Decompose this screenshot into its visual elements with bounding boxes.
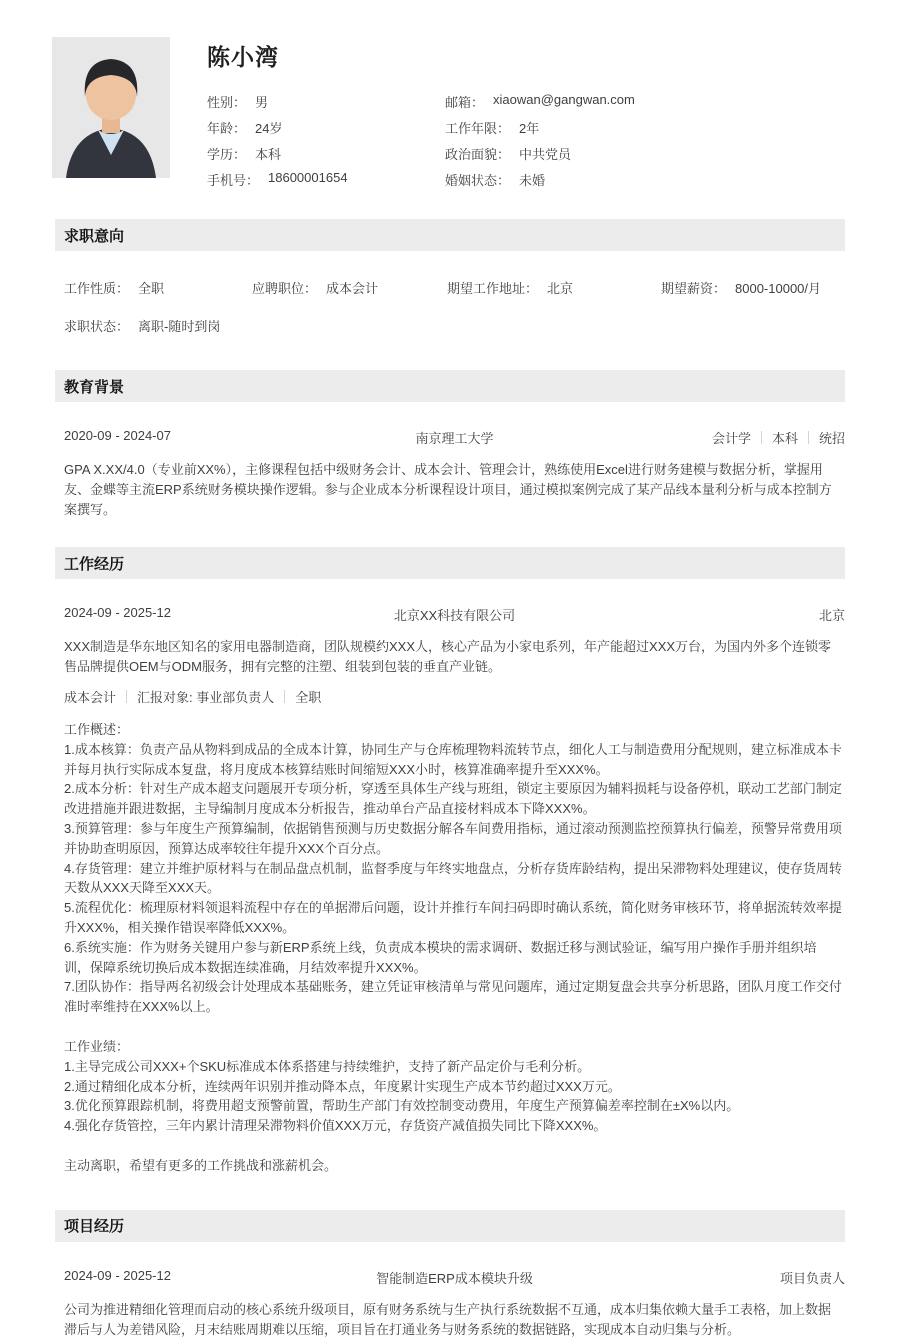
project-meta-row	[64, 1268, 845, 1285]
section-title-project: 项目经历	[55, 1210, 845, 1242]
field-value: 中共党员	[519, 146, 572, 162]
achievement-item: 3.优化预算跟踪机制，将费用超支预警前置，帮助生产部门有效控制变动费用，年度生产预算偏差率控制在±X%以内。	[64, 1098, 740, 1114]
duty-item: 4.存货管理：建立并维护原材料与在制品盘点机制，监督季度与年终实地盘点，分析存货库龄结构，提出呆滞物料处理建议，使存货周转天数从XXX天降至XXX天。	[64, 860, 842, 896]
header-info-row	[207, 166, 845, 192]
duty-item: 1.成本核算：负责产品从物料到成品的全成本计算，协同生产与仓库梳理物料流转节点，细化人工与制造费用分配规则，建立标准成本卡并每月执行实际成本复盘，将月度成本核算结账时间缩短XXX小时，核算准确率提升至XXX%。	[64, 741, 842, 777]
duty-item: 3.预算管理：参与年度生产预算编制，依据销售预测与历史数据分解各车间费用指标，通过滚动预测监控预算执行偏差，预警异常费用项并协助查明原因，预算达成率较往年提升XXX个百分点。	[64, 820, 842, 856]
duty-item: 5.流程优化：梳理原材料领退料流程中存在的单据滞后问题，设计并推行车间扫码即时确认系统，简化财务审核环节，将单据流转效率提升XXX%，相关操作错误率降低XXX%。	[64, 900, 842, 935]
education-major: 会计学	[711, 431, 751, 446]
field-label: 手机号：	[207, 172, 260, 188]
field-value: 本科	[255, 146, 282, 162]
field-label: 性别：	[207, 94, 247, 110]
header-info-row	[207, 88, 845, 114]
work-achievements-label: 工作业绩：	[64, 1038, 130, 1054]
field-target-position	[252, 278, 447, 297]
field-value: 24岁	[255, 120, 283, 136]
work-date: 2024-09 - 2025-12	[64, 605, 171, 620]
field-label: 期望工作地址：	[447, 281, 539, 296]
header-info-row	[207, 140, 845, 166]
education-date: 2020-09 - 2024-07	[64, 428, 171, 443]
project-date: 2024-09 - 2025-12	[64, 1267, 171, 1283]
section-title-job-intent: 求职意向	[55, 219, 845, 251]
field-label: 婚姻状态：	[445, 172, 511, 188]
field-label: 应聘职位：	[252, 281, 318, 296]
section-education	[0, 428, 900, 520]
work-overview-label: 工作概述：	[64, 722, 130, 737]
section-job-intent	[0, 278, 900, 335]
education-enroll-type: 统招	[818, 431, 845, 446]
work-location: 北京	[818, 608, 845, 623]
field-job-status	[64, 316, 220, 335]
section-title-work: 工作经历	[55, 547, 845, 579]
header-info	[207, 37, 845, 192]
achievement-item: 1.主导完成公司XXX+个SKU标准成本体系搭建与持续维护，支持了新产品定价与毛利分析。	[64, 1058, 591, 1074]
field-label: 求职状态：	[64, 319, 130, 334]
work-report-to: 汇报对象: 事业部负责人	[137, 690, 275, 705]
work-job-type: 全职	[295, 690, 322, 705]
work-meta-row	[64, 605, 845, 622]
field-education	[207, 144, 445, 163]
field-value: 离职-随时到岗	[138, 319, 221, 334]
field-work-years	[445, 118, 539, 137]
field-target-location	[447, 278, 661, 297]
duty-item: 2.成本分析：针对生产成本超支问题展开专项分析，穿透至具体生产线与班组，锁定主要原因为辅料损耗与设备停机，联动工艺部门制定改进措施并跟进数据，主导编制月度成本分析报告，推动单台产品直接材料成本下降XXX%。	[64, 781, 842, 817]
field-label: 工作年限：	[445, 120, 511, 136]
education-quals	[712, 428, 845, 447]
field-value: 未婚	[519, 172, 546, 188]
separator	[808, 431, 809, 444]
school-name: 南京理工大学	[415, 431, 494, 446]
field-political-status	[445, 144, 571, 163]
candidate-name: 陈小湾	[207, 44, 279, 70]
field-label: 邮箱：	[445, 94, 485, 110]
company-intro: XXX制造是华东地区知名的家用电器制造商，团队规模约XXX人，核心产品为小家电系列，年产能超过XXX万台，为国内外多个连锁零售品牌提供OEM与ODM服务，拥有完整的注塑、组装到包装的垂直产业链。	[64, 639, 832, 674]
work-role-row	[64, 687, 845, 706]
field-label: 学历：	[207, 146, 247, 162]
separator	[284, 690, 285, 703]
field-value: 成本会计	[326, 281, 379, 296]
field-phone	[207, 170, 445, 189]
field-label: 工作性质：	[64, 281, 130, 296]
field-marital-status	[445, 170, 545, 189]
field-job-nature	[64, 278, 252, 297]
education-meta-row	[64, 428, 845, 445]
separator	[761, 431, 762, 444]
work-position: 成本会计	[64, 690, 117, 705]
project-name: 智能制造ERP成本模块升级	[376, 1270, 533, 1286]
field-value: 8000-10000/月	[735, 281, 822, 296]
field-label: 政治面貌：	[445, 146, 511, 162]
education-degree: 本科	[771, 431, 798, 446]
achievement-item: 2.通过精细化成本分析，连续两年识别并推动降本点，年度累计实现生产成本节约超过XXX万元。	[64, 1078, 621, 1094]
intent-row	[64, 278, 845, 297]
field-expected-salary	[661, 278, 845, 297]
duty-item: 7.团队协作：指导两名初级会计处理成本基础账务，建立凭证审核清单与常见问题库，通过定期复盘会共享分析思路，团队月度工作交付准时率维持在XXX%以上。	[64, 979, 842, 1015]
field-value: 全职	[138, 281, 165, 296]
section-project	[0, 1268, 900, 1340]
section-work	[0, 605, 900, 1176]
education-description: GPA X.XX/4.0（专业前XX%），主修课程包括中级财务会计、成本会计、管理会计，熟练使用Excel进行财务建模与数据分析，掌握用友、金蝶等主流ERP系统财务模块操作逻辑。参与企业成本分析课程设计项目，通过模拟案例完成了某产品线本量利分析与成本控制方案撰写。	[64, 462, 832, 517]
field-value: xiaowan@gangwan.com	[493, 91, 635, 107]
project-role: 项目负责人	[779, 1270, 845, 1286]
achievement-item: 4.强化存货管控，三年内累计清理呆滞物料价值XXX万元，存货资产减值损失同比下降XXX%。	[64, 1118, 607, 1134]
separator	[126, 690, 127, 703]
intent-row	[64, 316, 845, 335]
profile-photo	[52, 37, 170, 178]
work-duties	[64, 720, 842, 1017]
field-gender	[207, 92, 445, 111]
field-email	[445, 92, 635, 111]
section-title-education: 教育背景	[55, 370, 845, 402]
field-value: 北京	[547, 281, 574, 296]
work-achievements	[64, 1037, 842, 1136]
field-label: 年龄：	[207, 120, 247, 136]
field-value: 男	[255, 94, 269, 110]
duty-item: 6.系统实施：作为财务关键用户参与新ERP系统上线，负责成本模块的需求调研、数据迁移与测试验证，编写用户操作手册并组织培训，保障系统切换后成本数据连续准确，月结效率提升XXX%。	[64, 939, 817, 975]
field-age	[207, 118, 445, 137]
company-name: 北京XX科技有限公司	[393, 608, 516, 623]
leave-reason: 主动离职，希望有更多的工作挑战和涨薪机会。	[64, 1157, 338, 1173]
project-description: 公司为推进精细化管理而启动的核心系统升级项目，原有财务系统与生产执行系统数据不互通，成本归集依赖大量手工表格，加上数据滞后与人为差错风险，月末结账周期难以压缩，项目旨在打通业务与财务系统的数据链路，实现成本自动归集与分析。	[64, 1301, 832, 1337]
resume-header	[0, 0, 900, 192]
header-info-row	[207, 114, 845, 140]
field-label: 期望薪资：	[661, 281, 727, 296]
field-value: 18600001654	[268, 169, 348, 185]
field-value: 2年	[519, 120, 540, 136]
